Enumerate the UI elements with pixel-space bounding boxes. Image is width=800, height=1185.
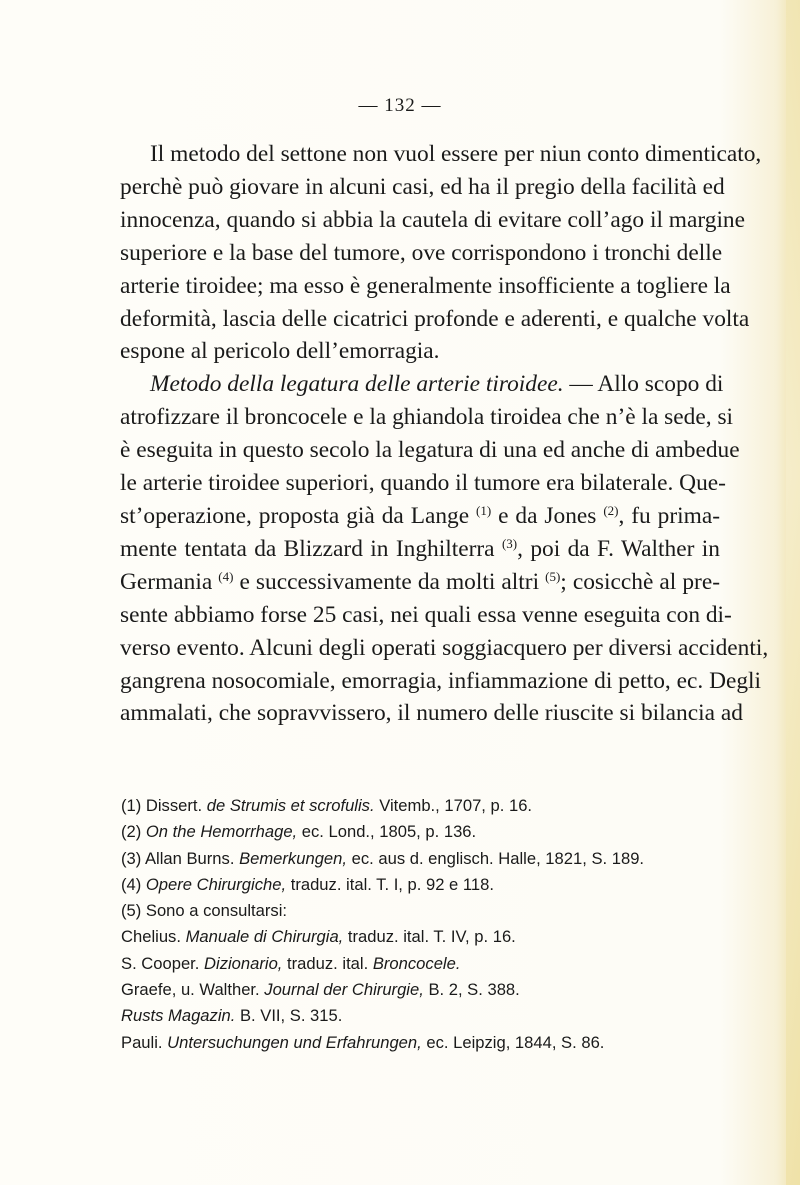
- footnote-reference: [121, 951, 721, 977]
- footnote-text: (2): [121, 822, 146, 842]
- footnote-text: S. Cooper.: [121, 953, 205, 973]
- footnote-5: (5) Sono a consultarsi:: [121, 901, 288, 921]
- text-fragment: , fu prima-: [618, 502, 720, 529]
- footnote-title: de Strumis et scrofulis.: [206, 796, 375, 815]
- text-fragment: st’operazione, proposta già da Lange: [120, 502, 477, 529]
- footnote-title: Manuale di Chirurgia,: [185, 927, 344, 947]
- footnote-text: (4): [121, 874, 146, 894]
- text-line: espone al pericolo dell’emorragia.: [120, 338, 440, 365]
- footnote-text: ec. aus d. englisch. Halle, 1821, S. 189.: [347, 848, 645, 868]
- footnote-title: Rusts Magazin.: [121, 1006, 236, 1026]
- text-fragment: , poi da F. Walther in: [517, 535, 720, 562]
- section-heading-line: [120, 368, 724, 401]
- footnote-1: [121, 793, 721, 819]
- footnote-text: ec. Leipzig, 1844, S. 86.: [421, 1032, 605, 1052]
- footnote-text: traduz. ital.: [282, 953, 373, 973]
- text-fragment: — Allo scopo di: [563, 371, 724, 398]
- footnote-text: (1) Dissert.: [121, 796, 207, 815]
- text-line: verso evento. Alcuni degli operati soggiacquero per diversi accidenti,: [120, 634, 769, 661]
- text-fragment: mente tentata da Blizzard in Inghilterra: [120, 535, 502, 562]
- text-fragment: e da Jones: [491, 502, 604, 529]
- footnote-reference: [121, 977, 721, 1003]
- footnote-title: Bemerkungen,: [239, 848, 347, 868]
- footnote-text: Chelius.: [121, 927, 186, 947]
- footnote-ref: (1): [476, 502, 492, 518]
- footnote-text: ec. Lond., 1805, p. 136.: [297, 822, 477, 842]
- text-fragment: Germania: [120, 568, 219, 595]
- footnote-ref: (4): [218, 568, 234, 584]
- text-line: gangrena nosocomiale, emorragia, infiammazione di petto, ec. Degli: [120, 667, 762, 694]
- footnote-text: traduz. ital. T. I, p. 92 e 118.: [286, 874, 494, 894]
- footnote-reference: [121, 1030, 721, 1056]
- text-line: ammalati, che sopravvissero, il numero delle riuscite si bilancia ad: [120, 700, 743, 727]
- footnote-text: Pauli.: [121, 1032, 168, 1052]
- footnote-title: Untersuchungen und Erfahrungen,: [167, 1032, 422, 1052]
- footnote-ref: (2): [603, 502, 619, 518]
- text-line: le arterie tiroidee superiori, quando il tumore era bilaterale. Que-: [120, 470, 726, 497]
- text-line: innocenza, quando si abbia la cautela di evitare coll’ago il margine: [120, 206, 746, 233]
- text-line: [120, 500, 720, 533]
- text-line: [120, 566, 720, 599]
- page-edge-discoloration: [786, 0, 800, 1185]
- text-line: arterie tiroidee; ma esso è generalmente insofficiente a togliere la: [120, 272, 731, 299]
- footnote-text: Vitemb., 1707, p. 16.: [374, 796, 533, 815]
- text-line: sente abbiamo forse 25 casi, nei quali essa venne eseguita con di-: [120, 601, 732, 628]
- footnote-reference: [121, 1003, 721, 1029]
- text-line: superiore e la base del tumore, ove corrispondono i tronchi delle: [120, 239, 723, 266]
- footnote-text: B. 2, S. 388.: [423, 980, 520, 1000]
- footnote-text: B. VII, S. 315.: [235, 1006, 343, 1026]
- footnote-text: Graefe, u. Walther.: [121, 980, 265, 1000]
- footnote-4: [121, 872, 721, 898]
- text-line: è eseguita in questo secolo la legatura di una ed anche di ambedue: [120, 437, 740, 464]
- text-line: atrofizzare il broncocele e la ghiandola tiroidea che n’è la sede, si: [120, 404, 734, 431]
- footnote-text: (3) Allan Burns.: [121, 848, 240, 868]
- footnote-title: Broncocele.: [372, 953, 461, 973]
- text-fragment: ; cosicchè al pre-: [560, 568, 720, 595]
- main-text-block: [120, 138, 769, 730]
- footnote-reference: [121, 924, 721, 950]
- footnote-title: Dizionario,: [204, 953, 283, 973]
- footnote-title: Opere Chirurgiche,: [145, 874, 287, 894]
- footnote-title: On the Hemorrhage,: [145, 822, 298, 842]
- text-line: [120, 533, 720, 566]
- footnote-3: [121, 846, 721, 872]
- section-title: Metodo della legatura delle arterie tiroidee.: [150, 371, 564, 398]
- footnotes-block: [121, 793, 721, 1056]
- text-line: deformità, lascia delle cicatrici profonde e aderenti, e qualche volta: [120, 305, 750, 332]
- footnote-title: Journal der Chirurgie,: [264, 980, 424, 1000]
- footnote-ref: (3): [501, 535, 518, 551]
- text-line: Il metodo del settone non vuol essere per niun conto dimenticato,: [150, 141, 762, 167]
- text-line: perchè può giovare in alcuni casi, ed ha il pregio della facilità ed: [120, 173, 725, 200]
- page-number-header: — 132 —: [358, 95, 442, 116]
- footnote-2: [121, 819, 721, 845]
- footnote-text: traduz. ital. T. IV, p. 16.: [343, 927, 516, 947]
- text-fragment: e successivamente da molti altri: [233, 568, 546, 595]
- footnote-ref: (5): [545, 568, 561, 584]
